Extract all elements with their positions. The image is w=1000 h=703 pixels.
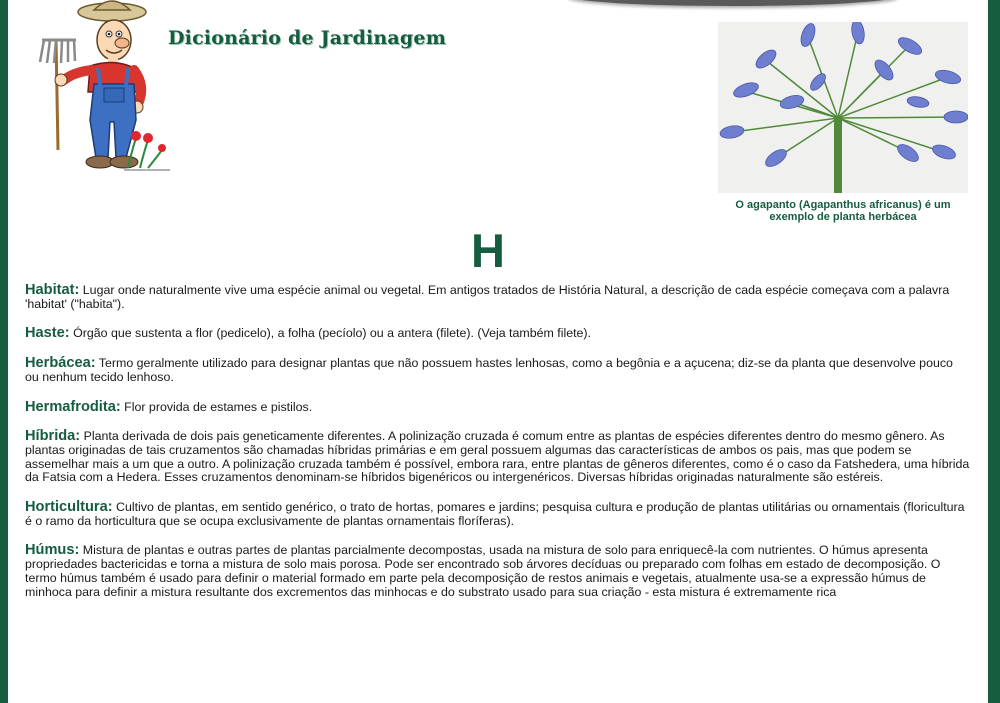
entry-term: Habitat: bbox=[25, 282, 80, 298]
entry-definition: Órgão que sustenta a flor (pedicelo), a folha (pecíolo) ou a antera (filete). (Veja também filete). bbox=[73, 326, 591, 341]
entry-hibrida bbox=[25, 430, 970, 485]
entry-definition: Mistura de plantas e outras partes de plantas parcialmente decompostas, usada na mistura de solo para enriquecê-la com nutrientes. O húmus apresenta propriedades bactericidas e torna a mistura de solo mais porosa. Pode ser encontrado sob árvores decíduas ou preparado com folhas em estado de decomposição. O termo húmus também é usado para definir o material formado em parte pela decomposição de restos animais e vegetais, atualmente usa-se a expressão húmus de minhoca para definir a mistura resultante dos excrementos das minhocas e do substrato usado para sua criação - esta mistura é extremamente rica bbox=[25, 543, 941, 599]
entry-definition: Cultivo de plantas, em sentido genérico, o trato de hortas, pomares e jardins; pesquisa cultura e produção de plantas utilitárias ou ornamentais (floricultura é o ramo da horticultura que se ocupa exclusivamente de plantas ornamentais floríferas). bbox=[25, 500, 965, 528]
entry-term: Haste: bbox=[25, 325, 70, 342]
header-swoosh-decoration bbox=[568, 0, 898, 6]
site-title: Dicionário de Jardinagem bbox=[168, 27, 446, 49]
entry-habitat bbox=[25, 284, 970, 311]
entry-haste bbox=[25, 327, 970, 341]
entry-definition: Planta derivada de dois pais geneticamente diferentes. A polinização cruzada é comum entre as plantas de espécies diferentes dentro do mesmo gênero. As plantas originadas de tais cruzamentos são chamadas híbridas primárias e em geral possuem algumas das características de ambos os pais, mas que podem se assemelhar mais a um que a outro. A polinização cruzada também é possível, embora rara, entre plantas de gêneros diferentes, como é o caso da Fatshedera, uma híbrida da Fatsia com a Hedera. Esses cruzamentos denominam-se híbridos bigenéricos ou intergenéricos. Diversas híbridas originadas naturalmente são estéreis. bbox=[25, 429, 970, 485]
section-letter-heading: H bbox=[471, 224, 505, 277]
photo-caption: O agapanto (Agapanthus africanus) é um exemplo de planta herbácea bbox=[735, 199, 951, 223]
entry-horticultura bbox=[25, 501, 970, 528]
entry-term: Hermafrodita: bbox=[25, 398, 121, 415]
entry-term: Herbácea: bbox=[25, 355, 96, 372]
entry-hermafrodita bbox=[25, 398, 970, 415]
entry-term: Híbrida: bbox=[25, 428, 81, 445]
entry-herbacea bbox=[25, 357, 970, 384]
gardener-mascot-illustration bbox=[30, 0, 180, 175]
agapanthus-photo bbox=[718, 22, 968, 193]
glossary-entries bbox=[25, 284, 970, 615]
entry-term: Horticultura: bbox=[25, 499, 113, 516]
entry-humus bbox=[25, 544, 970, 599]
entry-definition: Lugar onde naturalmente vive uma espécie animal ou vegetal. Em antigos tratados de História Natural, a descrição de cada espécie começava com a palavra 'habitat' ("habita"). bbox=[25, 283, 950, 311]
entry-term: Húmus: bbox=[25, 542, 80, 559]
page-container bbox=[8, 0, 988, 703]
entry-definition: Termo geralmente utilizado para designar plantas que não possuem hastes lenhosas, como a begônia e a açucena; diz-se da planta que desenvolve pouco ou nenhum tecido lenhoso. bbox=[25, 356, 953, 384]
entry-definition: Flor provida de estames e pistilos. bbox=[124, 399, 313, 414]
